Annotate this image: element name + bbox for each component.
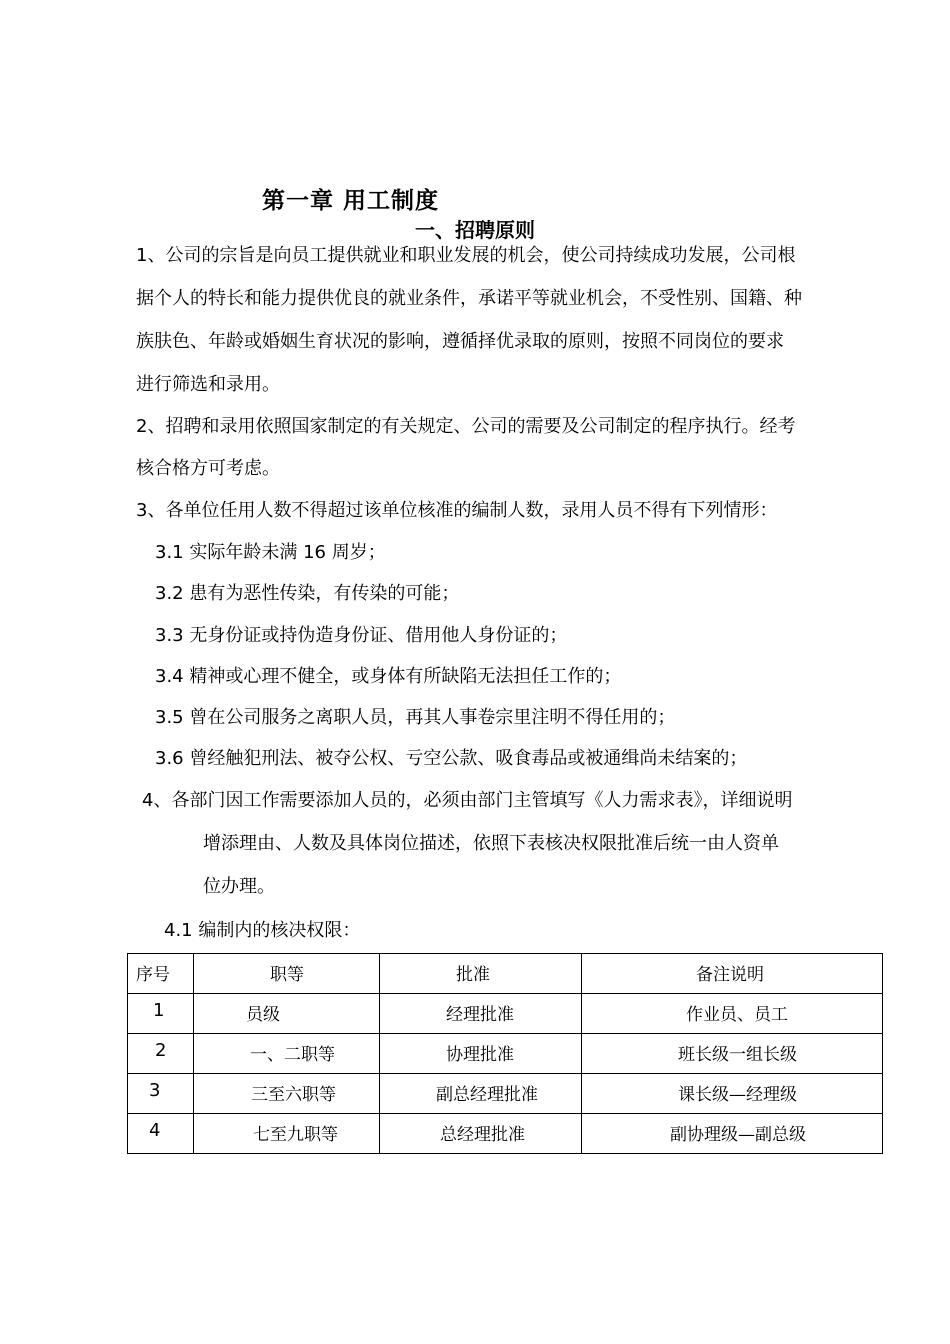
table-cell: 班长级一组长级 bbox=[582, 1034, 883, 1074]
section-title: 一、招聘原则 bbox=[415, 218, 535, 242]
table-row bbox=[128, 994, 883, 1034]
table-header-cell: 备注说明 bbox=[582, 954, 883, 994]
para4-line: 增添理由、人数及具体岗位描述，依照下表核决权限批准后统一由人资单 bbox=[203, 833, 779, 854]
subsection-4-1 bbox=[164, 916, 360, 942]
para1-line: 据个人的特长和能力提供优良的就业条件，承诺平等就业机会，不受性别、国籍、种 bbox=[136, 288, 802, 309]
table-cell: 副协理级—副总级 bbox=[582, 1114, 883, 1154]
para2-line: 核合格方可考虑。 bbox=[136, 458, 280, 479]
para1-line: 族肤色、年龄或婚姻生育状况的影响，遵循择优录取的原则，按照不同岗位的要求 bbox=[136, 331, 784, 352]
table-header-cell: 批准 bbox=[380, 954, 582, 994]
table-header-cell: 序号 bbox=[128, 954, 194, 994]
table-row bbox=[128, 1074, 883, 1114]
subsection-label-a: 编制内的 bbox=[198, 920, 271, 941]
table-header-row bbox=[128, 954, 883, 994]
para3-item: 3.6 曾经触犯刑法、被夺公权、亏空公款、吸食毒品或被通缉尚未结案的； bbox=[155, 748, 748, 769]
para3-item: 3.3 无身份证或持伪造身份证、借用他人身份证的； bbox=[155, 625, 568, 646]
para1-line: 1、公司的宗旨是向员工提供就业和职业发展的机会，使公司持续成功发展，公司根 bbox=[136, 245, 796, 266]
table-cell: 课长级—经理级 bbox=[582, 1074, 883, 1114]
table-cell: 协理批准 bbox=[380, 1034, 582, 1074]
para3-item: 3.2 患有为恶性传染，有传染的可能； bbox=[155, 583, 460, 604]
para3-item: 3.5 曾在公司服务之离职人员，再其人事卷宗里注明不得任用的； bbox=[155, 707, 676, 728]
table-cell: 4 bbox=[128, 1114, 194, 1154]
table-cell: 员级 bbox=[194, 994, 380, 1034]
table-cell: 总经理批准 bbox=[380, 1114, 582, 1154]
table-cell: 1 bbox=[128, 994, 194, 1034]
table-cell: 3 bbox=[128, 1074, 194, 1114]
para1-line: 进行筛选和录用。 bbox=[136, 374, 280, 395]
table-cell: 三至六职等 bbox=[194, 1074, 380, 1114]
subsection-label-b: 核决权限： bbox=[270, 920, 361, 941]
table-row bbox=[128, 1114, 883, 1154]
chapter-title: 第一章 用工制度 bbox=[262, 188, 440, 214]
para3-intro: 3、各单位任用人数不得超过该单位核准的编制人数，录用人员不得有下列情形： bbox=[136, 500, 778, 521]
table-row bbox=[128, 1034, 883, 1074]
table-cell: 七至九职等 bbox=[194, 1114, 380, 1154]
table-cell: 作业员、员工 bbox=[582, 994, 883, 1034]
table-cell: 副总经理批准 bbox=[380, 1074, 582, 1114]
subsection-number: 4.1 bbox=[164, 920, 199, 941]
table-cell: 2 bbox=[128, 1034, 194, 1074]
table-cell: 一、二职等 bbox=[194, 1034, 380, 1074]
approval-authority-table bbox=[127, 953, 883, 1154]
para3-item: 3.1 实际年龄未满 16 周岁； bbox=[155, 542, 386, 563]
para2-line: 2、招聘和录用依照国家制定的有关规定、公司的需要及公司制定的程序执行。经考 bbox=[136, 416, 796, 437]
para4-line: 位办理。 bbox=[203, 876, 275, 897]
para4-line: 4、各部门因工作需要添加人员的，必须由部门主管填写《人力需求表》，详细说明 bbox=[142, 790, 793, 811]
table-header-cell: 职等 bbox=[194, 954, 380, 994]
para3-item: 3.4 精神或心理不健全，或身体有所缺陷无法担任工作的； bbox=[155, 666, 622, 687]
table-cell: 经理批准 bbox=[380, 994, 582, 1034]
